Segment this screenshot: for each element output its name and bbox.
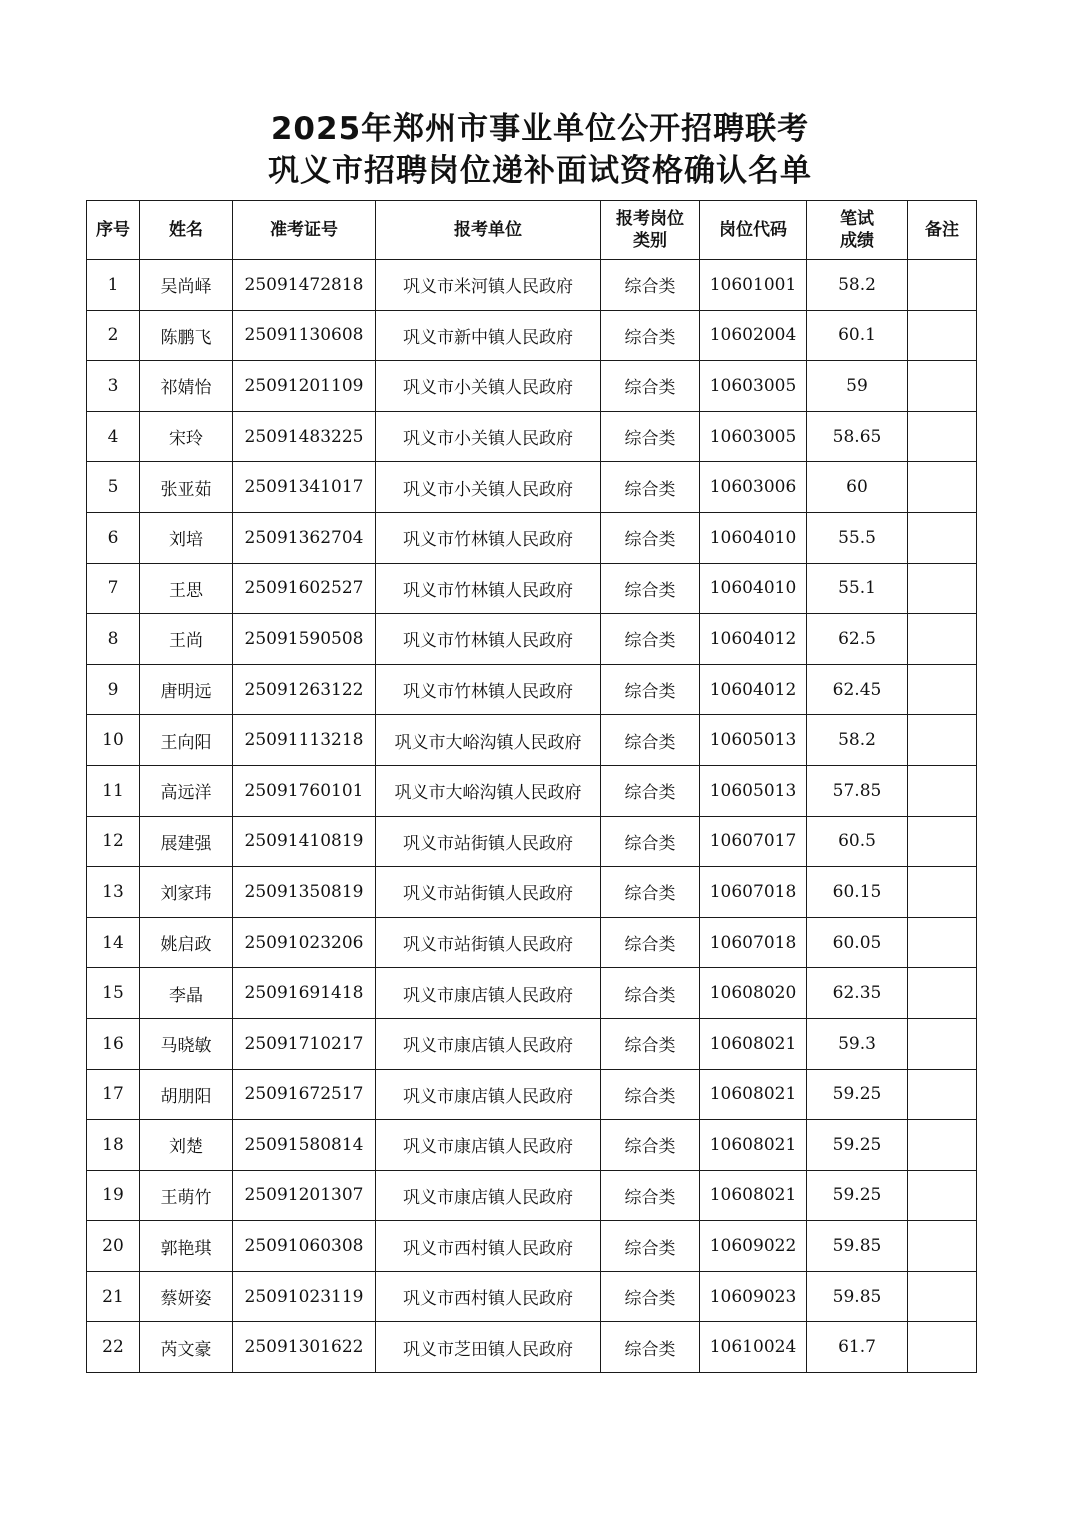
cell-category: 综合类 [601, 1120, 700, 1171]
cell-code: 10603005 [700, 361, 807, 412]
cell-category: 综合类 [601, 968, 700, 1019]
cell-seq: 3 [87, 361, 140, 412]
cell-ticket: 25091201109 [233, 361, 376, 412]
cell-name: 蔡妍姿 [140, 1271, 233, 1322]
cell-score: 57.85 [807, 765, 908, 816]
cell-score: 62.5 [807, 614, 908, 665]
cell-ticket: 25091483225 [233, 411, 376, 462]
cell-category: 综合类 [601, 462, 700, 513]
table-row [87, 1120, 977, 1171]
header-category-line1: 报考岗位 [616, 209, 684, 229]
cell-unit: 巩义市大峪沟镇人民政府 [376, 715, 601, 766]
cell-name: 姚启政 [140, 917, 233, 968]
cell-seq: 14 [87, 917, 140, 968]
cell-ticket: 25091580814 [233, 1120, 376, 1171]
cell-unit: 巩义市竹林镇人民政府 [376, 563, 601, 614]
cell-name: 王萌竹 [140, 1170, 233, 1221]
cell-score: 60.5 [807, 816, 908, 867]
table-row [87, 1170, 977, 1221]
header-score-line1: 笔试 [840, 209, 874, 229]
cell-category: 综合类 [601, 917, 700, 968]
cell-ticket: 25091362704 [233, 512, 376, 563]
cell-code: 10604010 [700, 512, 807, 563]
cell-remark [908, 260, 977, 311]
cell-remark [908, 614, 977, 665]
cell-code: 10603005 [700, 411, 807, 462]
cell-unit: 巩义市站街镇人民政府 [376, 917, 601, 968]
cell-ticket: 25091060308 [233, 1221, 376, 1272]
cell-seq: 22 [87, 1322, 140, 1373]
table-row [87, 411, 977, 462]
cell-code: 10603006 [700, 462, 807, 513]
cell-unit: 巩义市站街镇人民政府 [376, 867, 601, 918]
header-remark: 备注 [908, 201, 977, 260]
table-row [87, 664, 977, 715]
table-row [87, 968, 977, 1019]
cell-code: 10605013 [700, 765, 807, 816]
cell-remark [908, 1221, 977, 1272]
cell-ticket: 25091410819 [233, 816, 376, 867]
table-row [87, 715, 977, 766]
cell-code: 10601001 [700, 260, 807, 311]
cell-name: 张亚茹 [140, 462, 233, 513]
cell-category: 综合类 [601, 512, 700, 563]
document-title [0, 108, 1080, 192]
cell-ticket: 25091023119 [233, 1271, 376, 1322]
cell-remark [908, 411, 977, 462]
table-row [87, 1271, 977, 1322]
cell-score: 61.7 [807, 1322, 908, 1373]
cell-remark [908, 968, 977, 1019]
table-row [87, 462, 977, 513]
cell-name: 王向阳 [140, 715, 233, 766]
cell-unit: 巩义市竹林镇人民政府 [376, 664, 601, 715]
cell-category: 综合类 [601, 1170, 700, 1221]
cell-remark [908, 1322, 977, 1373]
cell-name: 郭艳琪 [140, 1221, 233, 1272]
cell-ticket: 25091760101 [233, 765, 376, 816]
table-row [87, 614, 977, 665]
cell-ticket: 25091113218 [233, 715, 376, 766]
cell-category: 综合类 [601, 411, 700, 462]
cell-unit: 巩义市西村镇人民政府 [376, 1221, 601, 1272]
cell-ticket: 25091130608 [233, 310, 376, 361]
cell-seq: 11 [87, 765, 140, 816]
cell-remark [908, 917, 977, 968]
table-row [87, 1069, 977, 1120]
title-line-2: 巩义市招聘岗位递补面试资格确认名单 [268, 153, 812, 189]
cell-remark [908, 867, 977, 918]
cell-score: 62.35 [807, 968, 908, 1019]
cell-unit: 巩义市竹林镇人民政府 [376, 512, 601, 563]
cell-seq: 15 [87, 968, 140, 1019]
cell-category: 综合类 [601, 1018, 700, 1069]
cell-score: 58.2 [807, 260, 908, 311]
cell-unit: 巩义市小关镇人民政府 [376, 361, 601, 412]
table-row [87, 310, 977, 361]
cell-seq: 16 [87, 1018, 140, 1069]
cell-score: 59.25 [807, 1170, 908, 1221]
header-seq: 序号 [87, 201, 140, 260]
cell-seq: 6 [87, 512, 140, 563]
header-score [807, 201, 908, 260]
cell-remark [908, 1170, 977, 1221]
candidate-table [86, 200, 977, 1373]
cell-name: 马晓敏 [140, 1018, 233, 1069]
cell-unit: 巩义市小关镇人民政府 [376, 411, 601, 462]
table-row [87, 260, 977, 311]
cell-seq: 21 [87, 1271, 140, 1322]
cell-name: 刘家玮 [140, 867, 233, 918]
cell-score: 55.1 [807, 563, 908, 614]
cell-seq: 8 [87, 614, 140, 665]
cell-score: 59.25 [807, 1069, 908, 1120]
header-ticket: 准考证号 [233, 201, 376, 260]
header-category-line2: 类别 [633, 231, 667, 251]
cell-unit: 巩义市站街镇人民政府 [376, 816, 601, 867]
cell-name: 芮文豪 [140, 1322, 233, 1373]
cell-seq: 17 [87, 1069, 140, 1120]
cell-remark [908, 1120, 977, 1171]
cell-ticket: 25091590508 [233, 614, 376, 665]
cell-remark [908, 462, 977, 513]
cell-seq: 19 [87, 1170, 140, 1221]
table-row [87, 816, 977, 867]
table-row [87, 1018, 977, 1069]
cell-ticket: 25091691418 [233, 968, 376, 1019]
table-row [87, 765, 977, 816]
cell-seq: 1 [87, 260, 140, 311]
cell-ticket: 25091341017 [233, 462, 376, 513]
cell-category: 综合类 [601, 1069, 700, 1120]
cell-unit: 巩义市竹林镇人民政府 [376, 614, 601, 665]
cell-code: 10604010 [700, 563, 807, 614]
cell-score: 59 [807, 361, 908, 412]
table-body [87, 260, 977, 1373]
cell-score: 59.3 [807, 1018, 908, 1069]
cell-name: 王尚 [140, 614, 233, 665]
cell-remark [908, 310, 977, 361]
cell-category: 综合类 [601, 310, 700, 361]
cell-remark [908, 563, 977, 614]
cell-name: 刘培 [140, 512, 233, 563]
cell-ticket: 25091301622 [233, 1322, 376, 1373]
cell-name: 高远洋 [140, 765, 233, 816]
cell-name: 展建强 [140, 816, 233, 867]
cell-category: 综合类 [601, 816, 700, 867]
cell-seq: 13 [87, 867, 140, 918]
cell-seq: 9 [87, 664, 140, 715]
cell-remark [908, 715, 977, 766]
cell-unit: 巩义市西村镇人民政府 [376, 1271, 601, 1322]
cell-score: 62.45 [807, 664, 908, 715]
cell-category: 综合类 [601, 664, 700, 715]
table-row [87, 361, 977, 412]
cell-code: 10607018 [700, 867, 807, 918]
cell-seq: 7 [87, 563, 140, 614]
cell-code: 10609023 [700, 1271, 807, 1322]
cell-score: 58.2 [807, 715, 908, 766]
header-code: 岗位代码 [700, 201, 807, 260]
cell-category: 综合类 [601, 715, 700, 766]
cell-remark [908, 664, 977, 715]
cell-category: 综合类 [601, 1221, 700, 1272]
cell-unit: 巩义市米河镇人民政府 [376, 260, 601, 311]
cell-name: 刘楚 [140, 1120, 233, 1171]
cell-code: 10607017 [700, 816, 807, 867]
cell-score: 60.05 [807, 917, 908, 968]
cell-remark [908, 816, 977, 867]
cell-unit: 巩义市新中镇人民政府 [376, 310, 601, 361]
cell-code: 10608021 [700, 1170, 807, 1221]
cell-remark [908, 765, 977, 816]
header-score-line2: 成绩 [840, 231, 874, 251]
cell-category: 综合类 [601, 1271, 700, 1322]
table-row [87, 1221, 977, 1272]
table-header-row [87, 201, 977, 260]
cell-code: 10608020 [700, 968, 807, 1019]
cell-category: 综合类 [601, 563, 700, 614]
cell-code: 10604012 [700, 614, 807, 665]
table-row [87, 563, 977, 614]
cell-score: 59.85 [807, 1271, 908, 1322]
cell-remark [908, 512, 977, 563]
cell-seq: 12 [87, 816, 140, 867]
cell-name: 宋玲 [140, 411, 233, 462]
cell-ticket: 25091472818 [233, 260, 376, 311]
cell-category: 综合类 [601, 260, 700, 311]
cell-remark [908, 1018, 977, 1069]
cell-score: 60.1 [807, 310, 908, 361]
cell-ticket: 25091602527 [233, 563, 376, 614]
cell-seq: 18 [87, 1120, 140, 1171]
cell-code: 10605013 [700, 715, 807, 766]
cell-remark [908, 1069, 977, 1120]
cell-remark [908, 1271, 977, 1322]
table-row [87, 917, 977, 968]
cell-ticket: 25091201307 [233, 1170, 376, 1221]
cell-unit: 巩义市康店镇人民政府 [376, 968, 601, 1019]
title-line-1: 2025年郑州市事业单位公开招聘联考 [270, 111, 810, 147]
cell-category: 综合类 [601, 867, 700, 918]
cell-unit: 巩义市康店镇人民政府 [376, 1018, 601, 1069]
cell-name: 陈鹏飞 [140, 310, 233, 361]
header-name: 姓名 [140, 201, 233, 260]
table-row [87, 867, 977, 918]
cell-code: 10608021 [700, 1018, 807, 1069]
cell-code: 10604012 [700, 664, 807, 715]
table-row [87, 512, 977, 563]
cell-name: 王思 [140, 563, 233, 614]
cell-seq: 2 [87, 310, 140, 361]
cell-category: 综合类 [601, 1322, 700, 1373]
header-category [601, 201, 700, 260]
cell-code: 10607018 [700, 917, 807, 968]
cell-name: 吴尚峄 [140, 260, 233, 311]
cell-seq: 20 [87, 1221, 140, 1272]
table-row [87, 1322, 977, 1373]
cell-score: 55.5 [807, 512, 908, 563]
cell-seq: 4 [87, 411, 140, 462]
cell-unit: 巩义市康店镇人民政府 [376, 1170, 601, 1221]
cell-ticket: 25091710217 [233, 1018, 376, 1069]
cell-ticket: 25091263122 [233, 664, 376, 715]
cell-unit: 巩义市芝田镇人民政府 [376, 1322, 601, 1373]
cell-score: 58.65 [807, 411, 908, 462]
cell-code: 10610024 [700, 1322, 807, 1373]
cell-name: 祁婧怡 [140, 361, 233, 412]
cell-name: 胡朋阳 [140, 1069, 233, 1120]
cell-unit: 巩义市小关镇人民政府 [376, 462, 601, 513]
cell-seq: 5 [87, 462, 140, 513]
cell-ticket: 25091023206 [233, 917, 376, 968]
header-unit: 报考单位 [376, 201, 601, 260]
cell-category: 综合类 [601, 361, 700, 412]
cell-remark [908, 361, 977, 412]
cell-code: 10608021 [700, 1120, 807, 1171]
cell-score: 59.25 [807, 1120, 908, 1171]
cell-score: 59.85 [807, 1221, 908, 1272]
cell-ticket: 25091350819 [233, 867, 376, 918]
cell-name: 唐明远 [140, 664, 233, 715]
cell-category: 综合类 [601, 614, 700, 665]
cell-code: 10602004 [700, 310, 807, 361]
cell-ticket: 25091672517 [233, 1069, 376, 1120]
cell-code: 10609022 [700, 1221, 807, 1272]
cell-unit: 巩义市康店镇人民政府 [376, 1120, 601, 1171]
cell-seq: 10 [87, 715, 140, 766]
cell-category: 综合类 [601, 765, 700, 816]
cell-score: 60.15 [807, 867, 908, 918]
cell-unit: 巩义市大峪沟镇人民政府 [376, 765, 601, 816]
cell-name: 李晶 [140, 968, 233, 1019]
cell-score: 60 [807, 462, 908, 513]
cell-code: 10608021 [700, 1069, 807, 1120]
cell-unit: 巩义市康店镇人民政府 [376, 1069, 601, 1120]
